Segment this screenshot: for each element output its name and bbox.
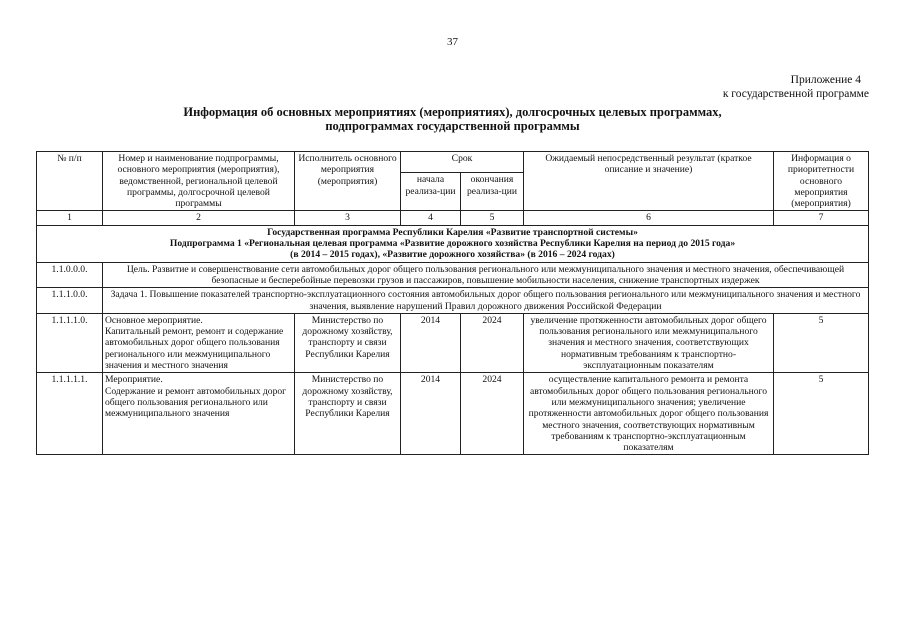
header-priority: Информация о приоритетности основного мероприятия (мероприятия): [774, 152, 869, 211]
row-priority: 5: [774, 373, 869, 455]
row-name: [103, 313, 295, 372]
column-number: 6: [524, 211, 774, 225]
row-end: 2024: [461, 313, 524, 372]
header-result: Ожидаемый непосредственный результат (краткое описание и значение): [524, 152, 774, 211]
header-executor: Исполнитель основного мероприятия (мероприятия): [295, 152, 401, 211]
header-end: окончания реализа-ции: [461, 173, 524, 211]
header-term: Срок: [401, 152, 524, 173]
column-number-row: [37, 211, 869, 225]
row-num: 1.1.1.1.0.: [37, 313, 103, 372]
appendix-caption: [629, 73, 869, 101]
row-executor: Министерство по дорожному хозяйству, транспорту и связи Республики Карелия: [295, 373, 401, 455]
row-name: [103, 373, 295, 455]
row-name-text: Капитальный ремонт, ремонт и содержание автомобильных дорог общего пользования регионального или межмуниципального значения и местного значения: [105, 326, 284, 372]
column-number: 3: [295, 211, 401, 225]
task-num: 1.1.1.0.0.: [37, 288, 103, 314]
row-name-type: Мероприятие.: [105, 374, 163, 386]
header-name: Номер и наименование подпрограммы, основного мероприятия (мероприятия), ведомственной, региональной целевой программы, долгосрочной целевой программы: [103, 152, 295, 211]
column-number: 5: [461, 211, 524, 225]
appendix-line-1: Приложение 4: [790, 74, 861, 86]
row-result: осуществление капитального ремонта и ремонта автомобильных дорог общего пользования регионального или межмуниципального значения; увеличение протяженности автомобильных дорог общего пользования местного значения, соответствующих нормативным требованиям к транспортно-эксплуатационным показателям: [524, 373, 774, 455]
section-line-3: (в 2014 – 2015 годах), «Развитие дорожного хозяйства» (в 2016 – 2024 годах): [290, 249, 615, 261]
appendix-line-2: к государственной программе: [722, 88, 869, 100]
title-line-2: подпрограммах государственной программы: [325, 119, 580, 133]
title-line-1: Информация об основных мероприятиях (мероприятиях), долгосрочных целевых программах,: [183, 105, 722, 119]
row-start: 2014: [401, 313, 461, 372]
column-number: 2: [103, 211, 295, 225]
row-name-text: Содержание и ремонт автомобильных дорог общего пользования регионального или межмуниципального значения: [105, 385, 287, 420]
table-row: [37, 373, 869, 455]
goal-row: [37, 262, 869, 288]
row-priority: 5: [774, 313, 869, 372]
row-result: увеличение протяженности автомобильных дорог общего пользования регионального или межмуниципального значения и местного значения, соответствующих нормативным требованиям к транспортно-эксплуатационным показателям: [524, 313, 774, 372]
section-line-1: Государственная программа Республики Карелия «Развитие транспортной системы»: [267, 226, 638, 238]
goal-text: Цель. Развитие и совершенствование сети автомобильных дорог общего пользования регионального или межмуниципального значения и местного значения, обеспечивающей безопасные и бесперебойные перевозки грузов и пассажиров, повышение мобильности населения, снижение транспортных издержек: [103, 262, 869, 288]
document-title: [0, 105, 905, 133]
measures-table: [36, 151, 869, 455]
task-row: [37, 288, 869, 314]
header-start: начала реализа-ции: [401, 173, 461, 211]
row-start: 2014: [401, 373, 461, 455]
row-end: 2024: [461, 373, 524, 455]
header-row: [37, 152, 869, 173]
table-row: [37, 313, 869, 372]
column-number: 1: [37, 211, 103, 225]
task-text: Задача 1. Повышение показателей транспортно-эксплуатационного состояния автомобильных дорог общего пользования регионального или межмуниципального значения и местного значения, выявление нарушений Правил дорожного движения Российской Федерации: [103, 288, 869, 314]
row-num: 1.1.1.1.1.: [37, 373, 103, 455]
row-name-type: Основное мероприятие.: [105, 314, 203, 326]
column-number: 7: [774, 211, 869, 225]
row-executor: Министерство по дорожному хозяйству, транспорту и связи Республики Карелия: [295, 313, 401, 372]
section-line-2: Подпрограмма 1 «Региональная целевая программа «Развитие дорожного хозяйства Республики Карелия на период до 2015 года»: [169, 238, 736, 250]
page-number: 37: [447, 36, 458, 48]
header-num: № п/п: [37, 152, 103, 211]
section-heading: [37, 225, 869, 262]
goal-num: 1.1.0.0.0.: [37, 262, 103, 288]
section-row: [37, 225, 869, 262]
column-number: 4: [401, 211, 461, 225]
